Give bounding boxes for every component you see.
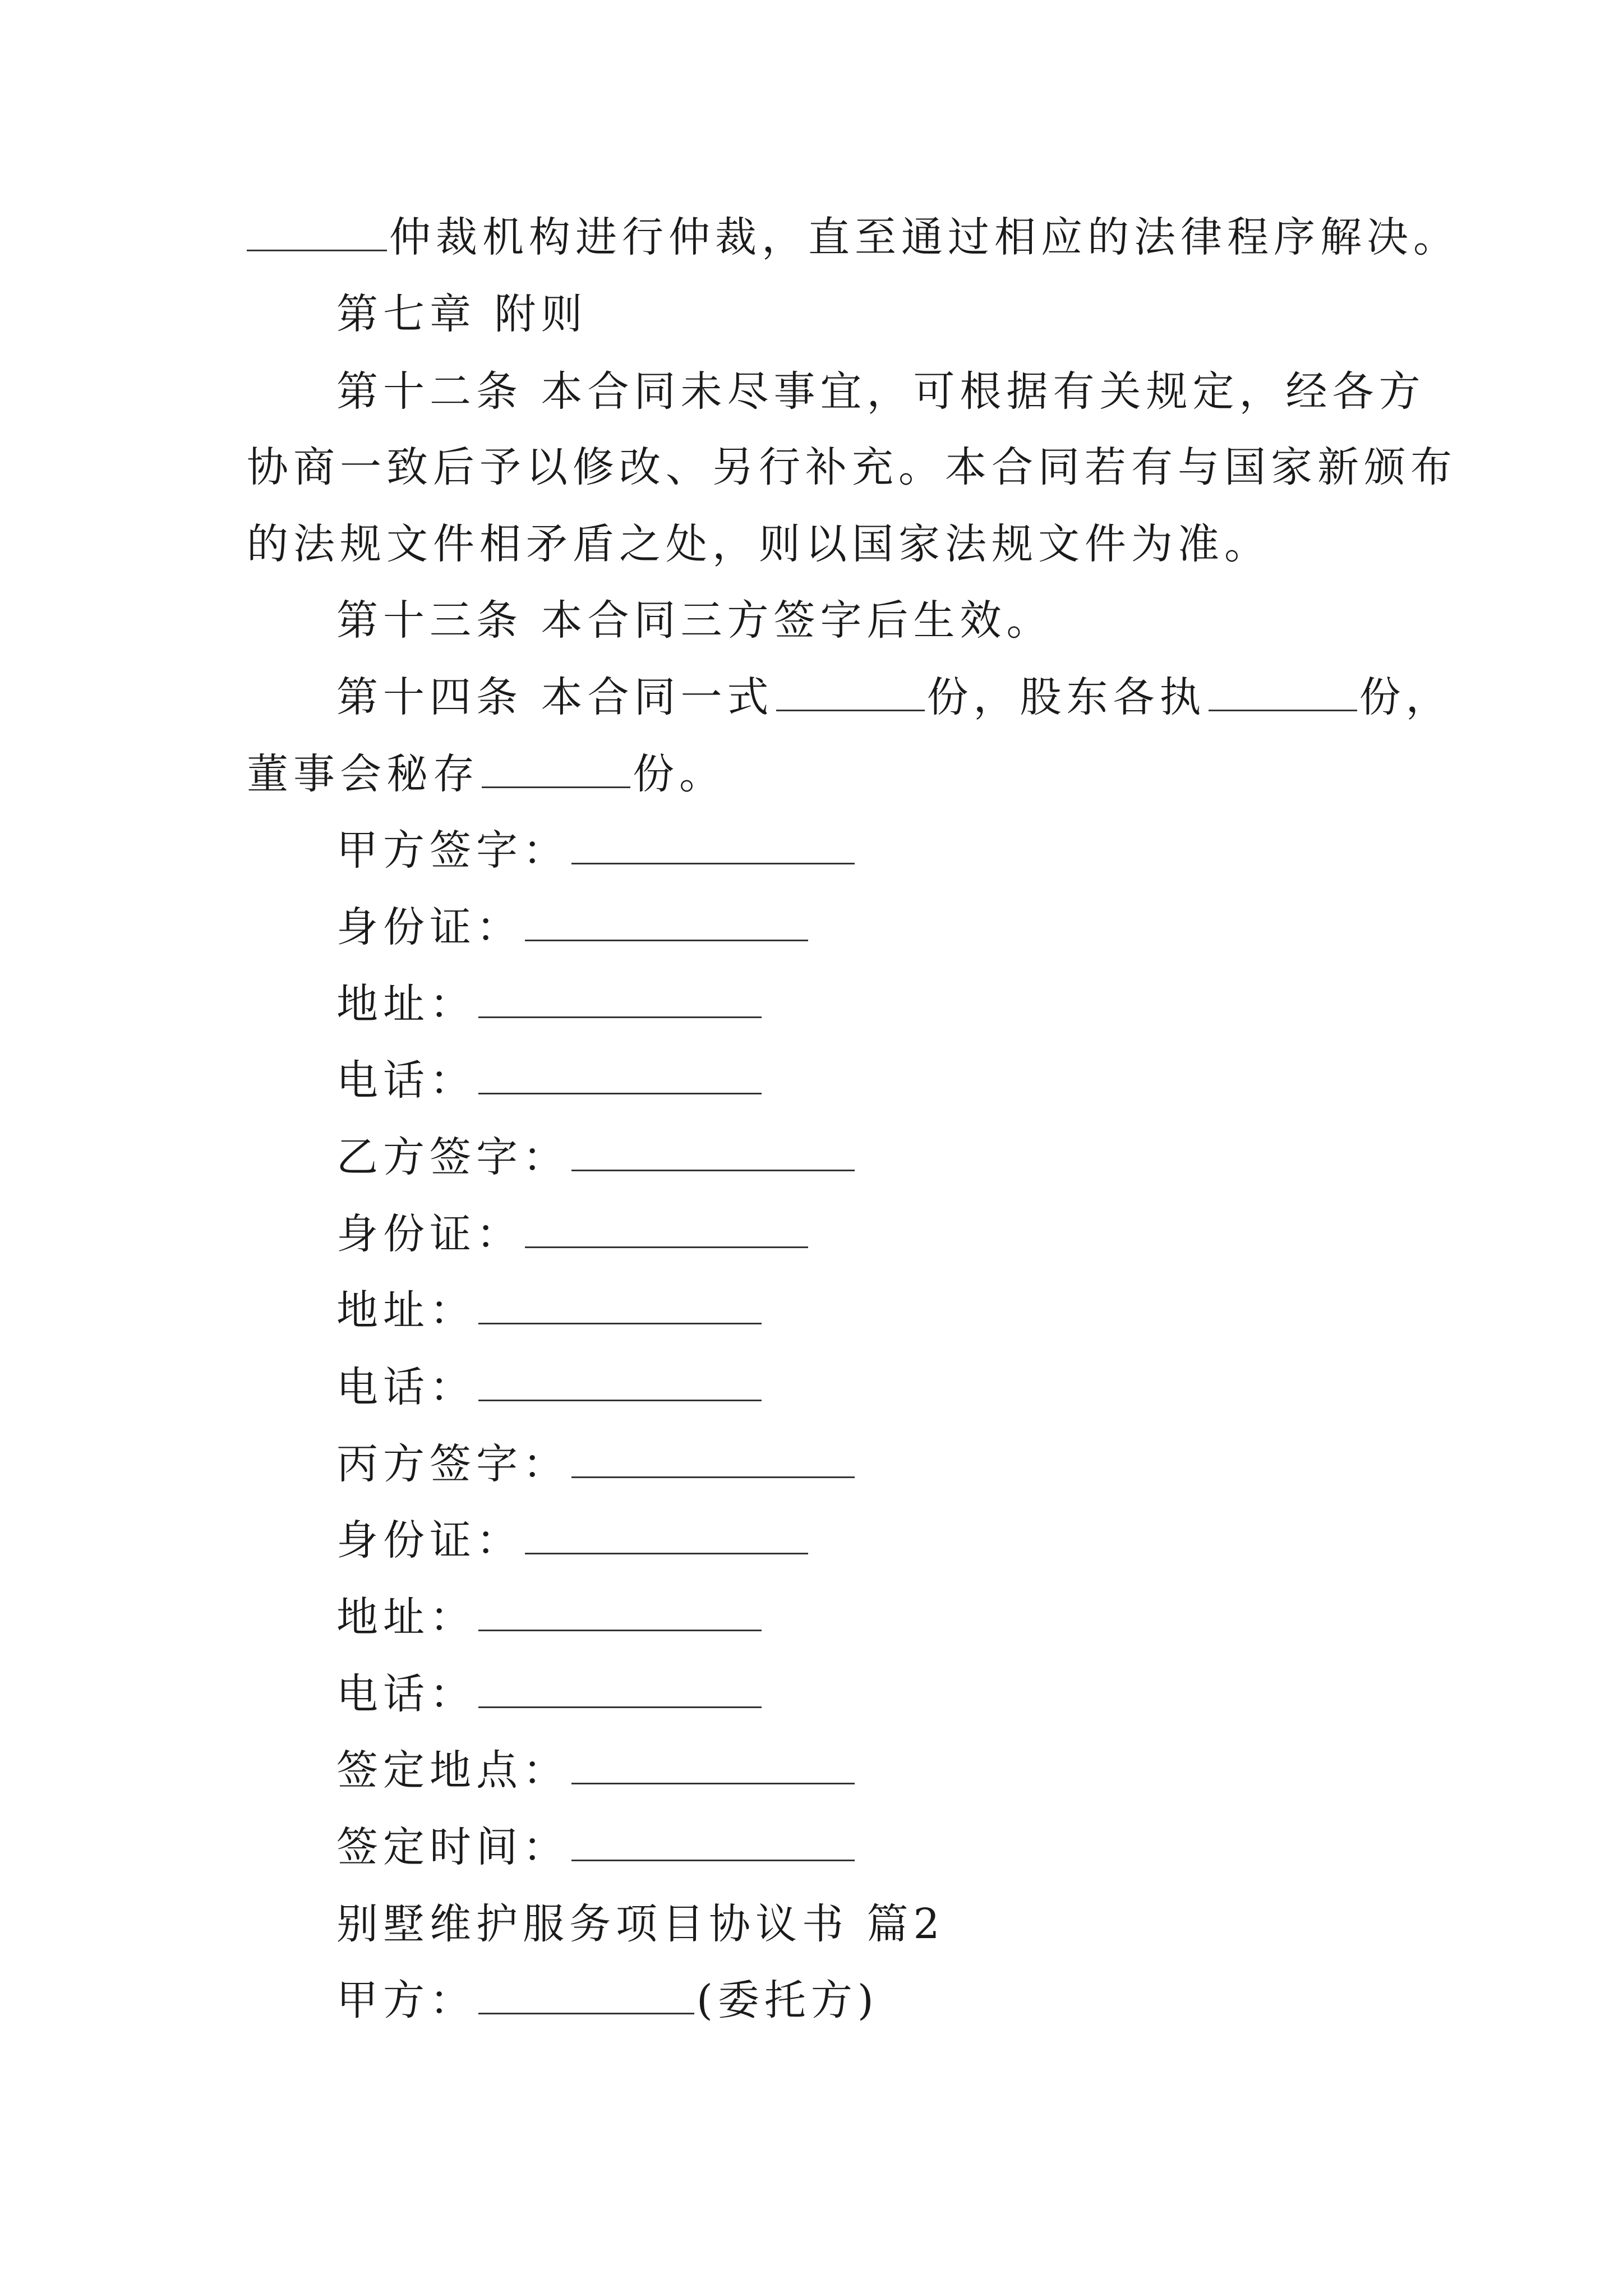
signature-row: [336, 1667, 764, 1721]
party-a-role: (委托方): [697, 1976, 879, 2024]
signature-label: 电话：: [336, 1056, 476, 1105]
signature-label: 身份证：: [336, 903, 523, 951]
paragraph-arbitration: [247, 210, 1460, 264]
party-a-line: [336, 1973, 879, 2027]
party-b-address-field[interactable]: [478, 1288, 762, 1324]
party-a-name-field[interactable]: [478, 1978, 694, 2014]
signature-label: 丙方签字：: [336, 1440, 569, 1488]
article-14-text-e: 份。: [633, 750, 726, 798]
signing-place-field[interactable]: [571, 1748, 855, 1784]
party-a-id-field[interactable]: [525, 905, 808, 941]
signature-label: 甲方签字：: [336, 826, 569, 875]
signature-label: 身份证：: [336, 1516, 523, 1565]
signature-label: 乙方签字：: [336, 1133, 569, 1181]
article-14-text-b: 份，股东各执: [926, 673, 1206, 721]
party-a-label: 甲方：: [336, 1976, 476, 2024]
article-12-text-2: 协商一致后予以修改、另行补充。本合同若有与国家新颁布: [247, 443, 1457, 491]
party-a-phone-field[interactable]: [478, 1058, 762, 1094]
signature-row: [336, 1130, 857, 1184]
section-title: [336, 1897, 945, 1951]
blank-arbitration-body[interactable]: [247, 215, 387, 251]
chapter-heading: [336, 287, 588, 341]
signature-row: [336, 823, 857, 877]
article-14-text-a: 第十四条 本合同一式: [336, 673, 774, 721]
article-12-line-3: [247, 517, 1271, 571]
signature-row: [336, 1207, 810, 1261]
party-c-phone-field[interactable]: [478, 1672, 762, 1708]
article-12-line-1: [336, 365, 1426, 418]
signature-row: [336, 900, 810, 954]
party-b-signature-field[interactable]: [571, 1135, 855, 1171]
signature-label: 电话：: [336, 1670, 476, 1718]
signature-row: [336, 1360, 764, 1414]
article-14-line-1: [336, 670, 1453, 724]
signature-row: [336, 1283, 764, 1337]
party-a-signature-field[interactable]: [571, 828, 855, 864]
party-c-id-field[interactable]: [525, 1518, 808, 1554]
article-14-text-c: 份，: [1359, 673, 1453, 721]
arbitration-text: 仲裁机构进行仲裁，直至通过相应的法律程序解决。: [389, 213, 1460, 261]
blank-copies-board[interactable]: [482, 752, 630, 788]
article-12-text-3: 的法规文件相矛盾之处，则以国家法规文件为准。: [247, 520, 1271, 568]
signature-label: 签定地点：: [336, 1746, 569, 1795]
chapter-heading-text: 第七章 附则: [336, 290, 588, 338]
article-13: [336, 593, 1053, 647]
signature-row: [336, 1437, 857, 1491]
party-a-address-field[interactable]: [478, 982, 762, 1018]
article-14-line-2: [247, 747, 726, 801]
signature-label: 电话：: [336, 1363, 476, 1411]
signature-row: [336, 1590, 764, 1644]
signature-row: [336, 1820, 857, 1874]
signature-label: 地址：: [336, 1593, 476, 1641]
article-12-text-1: 第十二条 本合同未尽事宜，可根据有关规定，经各方: [336, 367, 1426, 416]
signature-row: [336, 1743, 857, 1797]
signature-label: 签定时间：: [336, 1823, 569, 1871]
party-c-signature-field[interactable]: [571, 1442, 855, 1478]
blank-copies-shareholders[interactable]: [1209, 675, 1357, 711]
signature-row: [336, 1513, 810, 1567]
party-b-phone-field[interactable]: [478, 1365, 762, 1401]
signature-label: 地址：: [336, 980, 476, 1028]
signing-time-field[interactable]: [571, 1825, 855, 1861]
section-title-text: 别墅维护服务项目协议书 篇2: [336, 1900, 945, 1948]
article-12-line-2: [247, 440, 1457, 494]
party-c-address-field[interactable]: [478, 1595, 762, 1631]
article-14-text-d: 董事会秘存: [247, 750, 479, 798]
blank-copies-total[interactable]: [776, 675, 925, 711]
signature-label: 地址：: [336, 1286, 476, 1335]
party-b-id-field[interactable]: [525, 1212, 808, 1248]
signature-row: [336, 1053, 764, 1107]
article-13-text: 第十三条 本合同三方签字后生效。: [336, 596, 1053, 645]
signature-row: [336, 977, 764, 1031]
signature-label: 身份证：: [336, 1210, 523, 1258]
